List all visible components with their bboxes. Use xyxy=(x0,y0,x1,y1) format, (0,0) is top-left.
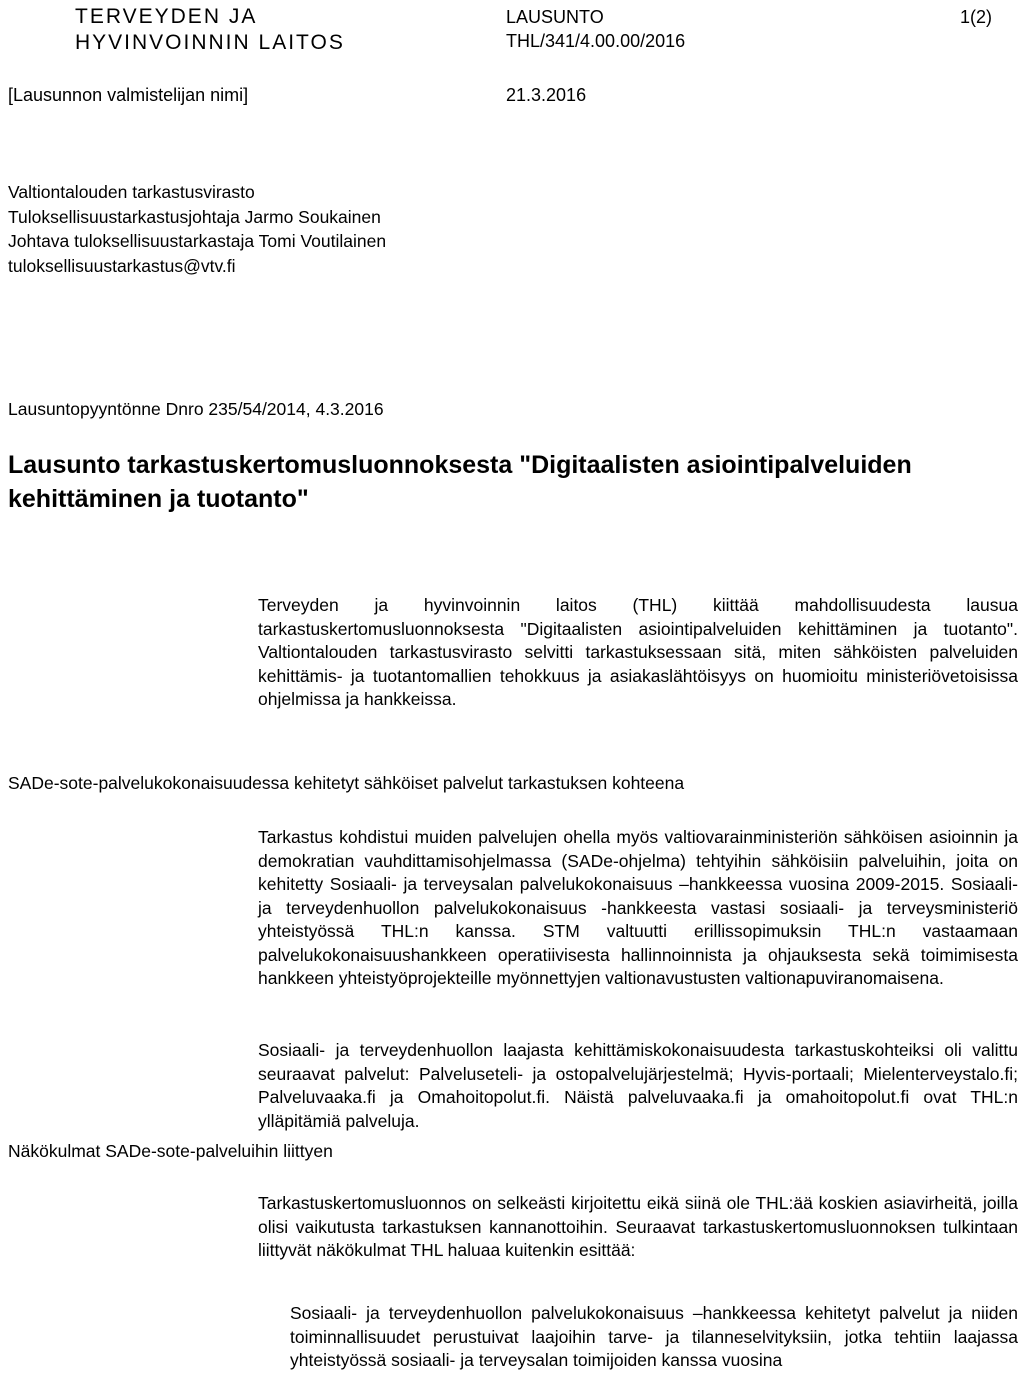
document-title-line2: kehittäminen ja tuotanto" xyxy=(8,485,309,513)
org-name-line1: TERVEYDEN JA xyxy=(75,5,258,28)
viewpoint-item-paragraph: Sosiaali- ja terveydenhuollon palvelukokonaisuus –hankkeessa kehitetyt palvelut ja niiden toiminnallisuudet perustuivat laajoihin tarve- ja tilanneselvityksiin, jotka tehtiin laajassa yhteistyössä sosiaali- ja terveysalan toimijoiden kanssa vuosina xyxy=(290,1303,1018,1370)
intro-paragraph: Terveyden ja hyvinvoinnin laitos (THL) kiittää mahdollisuudesta lausua tarkastuskertomusluonnoksesta "Digitaalisten asiointipalveluiden kehittäminen ja tuotanto". Valtiontalouden tarkastusvirasto selvitti tarkastuksessaan sitä, miten sähköisten palveluiden kehittämis- ja tuotantomallien tehokkuus ja asiakaslähtöisyys on huomioitu ministeriövetoisissa ohjelmissa ja hankkeissa. xyxy=(258,595,1018,709)
document-date: 21.3.2016 xyxy=(506,85,587,105)
section-heading-viewpoints: Näkökulmat SADe-sote-palveluihin liittyen xyxy=(8,1141,333,1161)
audit-targets-paragraph: Sosiaali- ja terveydenhuollon laajasta kehittämiskokonaisuudesta tarkastuskohteiksi oli valittu seuraavat palvelut: Palveluseteli- ja ostopalvelujärjestelmä; Hyvis-portaali; Mielenterveystalo.fi; Palveluvaaka.fi ja Omahoitopolut.fi. Näistä palveluvaaka.fi ja omahoitopolut.fi ovat THL:n ylläpitämiä palveluja. xyxy=(258,1040,1018,1131)
recipient-organization: Valtiontalouden tarkastusvirasto xyxy=(8,182,255,202)
section-heading-sade-sote: SADe-sote-palvelukokonaisuudessa kehitetyt sähköiset palvelut tarkastuksen kohteena xyxy=(8,773,685,793)
recipient-block xyxy=(8,180,386,278)
document-title-line1: Lausunto tarkastuskertomusluonnoksesta "Digitaalisten asiointipalveluiden xyxy=(8,451,912,479)
document-type: LAUSUNTO xyxy=(506,7,604,27)
document-number: THL/341/4.00.00/2016 xyxy=(506,31,686,51)
recipient-director: Tuloksellisuustarkastusjohtaja Jarmo Soukainen xyxy=(8,206,381,227)
recipient-auditor: Johtava tuloksellisuustarkastaja Tomi Voutilainen xyxy=(8,231,387,251)
request-reference: Lausuntopyyntönne Dnro 235/54/2014, 4.3.2016 xyxy=(8,399,384,419)
viewpoints-intro-paragraph: Tarkastuskertomusluonnos on selkeästi kirjoitettu eikä siinä ole THL:ää koskien asiavirheitä, joilla olisi vaikutusta tarkastuksen kannanottoihin. Seuraavat tarkastuskertomusluonnoksen tulkintaan liittyvät näkökulmat THL haluaa kuitenkin esittää: xyxy=(258,1193,1018,1260)
page-number: 1(2) xyxy=(960,7,993,27)
document-title xyxy=(8,448,912,516)
author-placeholder: [Lausunnon valmistelijan nimi] xyxy=(8,85,249,105)
audit-scope-paragraph: Tarkastus kohdistui muiden palvelujen ohella myös valtiovarainministeriön sähköisen asioinnin ja demokratian vauhdittamisohjelmassa (SADe-ohjelma) tehtyihin sähköisiin palveluihin, joita on kehitetty Sosiaali- ja terveysalan palvelukokonaisuus –hankkeessa vuosina 2009-2015. Sosiaali- ja terveydenhuollon palvelukokonaisuus -hankkeesta vastasi sosiaali- ja terveysministeriö yhteistyössä THL:n kanssa. STM valtuutti erillissopimuksin THL:n vastaamaan palvelukokonaisuushankkeen operatiivisesta hallinnoinnista ja ohjauksesta sekä toimimisesta hankkeen yhteistyöprojekteille myönnettyjen valtionavustusten valtionapuviranomaisena. xyxy=(258,827,1018,988)
org-name-line2: HYVINVOINNIN LAITOS xyxy=(75,31,345,54)
recipient-email: tuloksellisuustarkastus@vtv.fi xyxy=(8,255,236,276)
